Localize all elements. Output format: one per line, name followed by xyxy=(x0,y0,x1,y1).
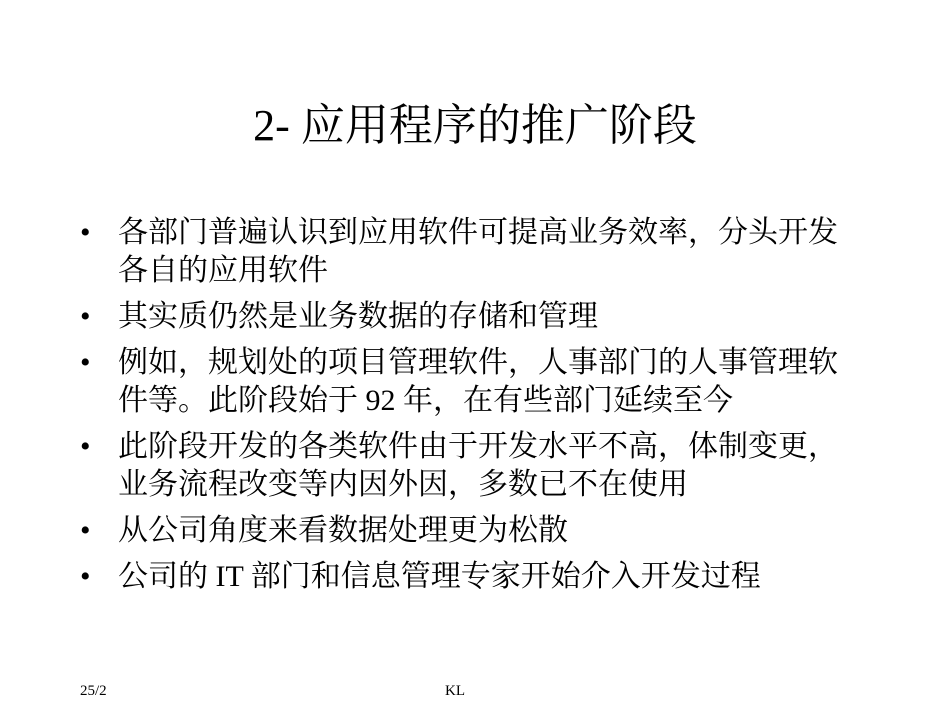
bullet-icon: • xyxy=(80,514,91,547)
bullet-icon: • xyxy=(80,216,91,249)
footer-date: 25/2 xyxy=(80,683,107,699)
bullet-item xyxy=(78,428,858,504)
slide-title: 2- 应用程序的推广阶段 xyxy=(253,101,697,150)
bullet-icon: • xyxy=(80,346,91,379)
bullet-list xyxy=(78,214,858,604)
bullet-item xyxy=(78,298,858,336)
bullet-item xyxy=(78,214,858,290)
bullet-text: 公司的 IT 部门和信息管理专家开始介入开发过程 xyxy=(118,560,761,593)
footer-author: KL xyxy=(445,683,465,699)
bullet-icon: • xyxy=(80,430,91,463)
bullet-text: 各部门普遍认识到应用软件可提高业务效率，分头开发各自的应用软件 xyxy=(118,216,838,287)
bullet-icon: • xyxy=(80,300,91,333)
bullet-text: 例如，规划处的项目管理软件，人事部门的人事管理软件等。此阶段始于 92 年，在有些部门延续至今 xyxy=(118,346,838,417)
bullet-text: 从公司角度来看数据处理更为松散 xyxy=(118,514,568,547)
bullet-icon: • xyxy=(80,560,91,593)
bullet-item xyxy=(78,558,858,596)
bullet-item xyxy=(78,512,858,550)
bullet-item xyxy=(78,344,858,420)
bullet-text: 其实质仍然是业务数据的存储和管理 xyxy=(118,300,598,333)
bullet-text: 此阶段开发的各类软件由于开发水平不高，体制变更，业务流程改变等内因外因，多数已不在使用 xyxy=(118,430,838,501)
